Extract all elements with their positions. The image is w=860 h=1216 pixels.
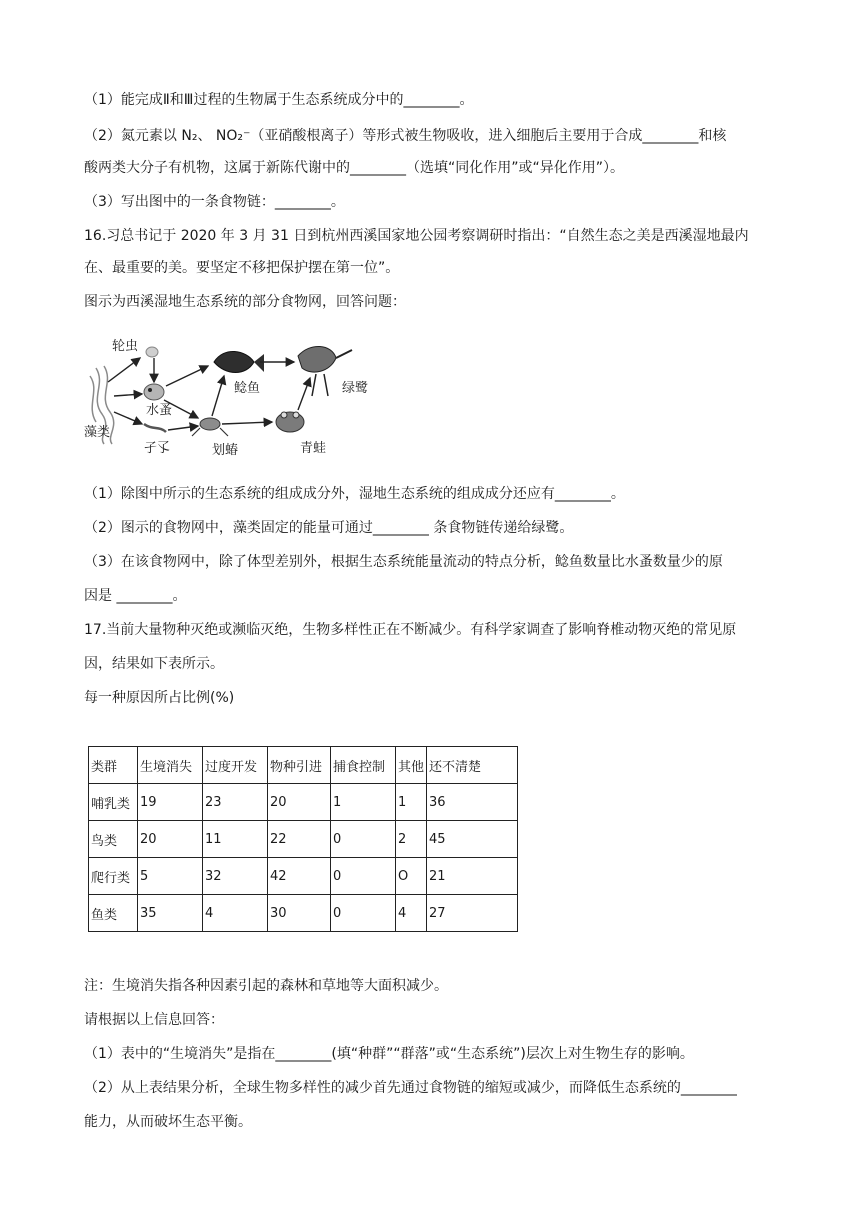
table-cell: 5 [138, 858, 203, 895]
table-cell: 20 [268, 784, 331, 821]
table-row [89, 784, 518, 821]
q16-intro-line2: 在、最重要的美。要坚定不移把保护摆在第一位”。 [84, 260, 400, 276]
label-frog: 青蛙 [300, 441, 327, 456]
daphnia-image [144, 384, 164, 400]
table-row [89, 895, 518, 932]
table-cell: 1 [396, 784, 427, 821]
label-water-boatman: 划蝽 [212, 443, 239, 458]
table-cell: 36 [427, 784, 518, 821]
q17-part1: （1）表中的“生境消失”是指在________(填“种群”“群落”或“生态系统”)层次上对生物生存的影响。 [84, 1046, 694, 1062]
q17-part2-line2: 能力，从而破坏生态平衡。 [84, 1114, 252, 1130]
table-cell: 鱼类 [89, 895, 138, 932]
label-mosquito-larva: 孑孓 [144, 441, 171, 456]
food-web-diagram [84, 336, 376, 462]
arrow-boatman-frog [222, 422, 272, 424]
table-row [89, 858, 518, 895]
q16-intro-line1: 16.习总书记于 2020 年 3 月 31 日到杭州西溪国家地公园考察调研时指出：“自然生态之美是西溪湿地最内 [84, 228, 749, 244]
table-cell: 30 [268, 895, 331, 932]
arrow-algae-rotifer [108, 358, 140, 382]
q16-part3-line1: （3）在该食物网中，除了体型差别外，根据生态系统能量流动的特点分析，鲶鱼数量比水蚤数量少的原 [84, 554, 723, 570]
q17-note: 注：生境消失指各种因素引起的森林和草地等大面积减少。 [84, 978, 448, 994]
table-cell: 21 [427, 858, 518, 895]
arrow-daphnia-fish [166, 366, 208, 386]
q17-intro-line2: 因，结果如下表所示。 [84, 656, 224, 672]
label-daphnia: 水蚤 [146, 403, 173, 418]
q15-part2-line1: （2）氮元素以 N₂、 NO₂⁻（亚硝酸根离子）等形式被生物吸收，进入细胞后主要用于合成________和核 [84, 128, 727, 144]
table-cell: O [396, 858, 427, 895]
table-cell: 11 [203, 821, 268, 858]
table-cell: 22 [268, 821, 331, 858]
table-cell: 1 [331, 784, 396, 821]
table-cell: 爬行类 [89, 858, 138, 895]
q16-part2: （2）图示的食物网中，藻类固定的能量可通过________ 条食物链传递给绿鹭。 [84, 520, 574, 536]
table-header-cell: 还不清楚 [427, 747, 518, 784]
table-cell: 0 [331, 858, 396, 895]
table-cell: 42 [268, 858, 331, 895]
mandarin-fish-image [214, 351, 264, 372]
table-header-cell: 捕食控制 [331, 747, 396, 784]
arrow-algae-larva [114, 412, 142, 424]
q15-part2-line2: 酸两类大分子有机物，这属于新陈代谢中的________（选填“同化作用”或“异化作用”）。 [84, 160, 625, 176]
label-mandarin-fish: 鲶鱼 [234, 381, 261, 396]
table-cell: 0 [331, 895, 396, 932]
table-cell: 45 [427, 821, 518, 858]
mosquito-larva-image [144, 424, 166, 432]
table-cell: 4 [203, 895, 268, 932]
table-cell: 20 [138, 821, 203, 858]
q16-figure-prompt: 图示为西溪湿地生态系统的部分食物网，回答问题： [84, 294, 406, 310]
table-header-row [89, 747, 518, 784]
table-cell: 4 [396, 895, 427, 932]
table-cell: 35 [138, 895, 203, 932]
rotifer-image [146, 347, 158, 357]
table-header-cell: 物种引进 [268, 747, 331, 784]
table-cell: 0 [331, 821, 396, 858]
q17-part2-line1: （2）从上表结果分析，全球生物多样性的减少首先通过食物链的缩短或减少，而降低生态系统的________ [84, 1080, 737, 1096]
q16-part3-line2: 因是 ________。 [84, 588, 187, 604]
table-row [89, 821, 518, 858]
arrow-larva-boatman [168, 426, 198, 430]
label-algae: 藻类 [84, 425, 111, 440]
extinction-causes-table [88, 746, 518, 932]
table-cell: 鸟类 [89, 821, 138, 858]
arrow-frog-heron [298, 378, 310, 410]
food-web-figure [84, 336, 376, 462]
table-cell: 19 [138, 784, 203, 821]
q16-part1: （1）除图中所示的生态系统的组成成分外，湿地生态系统的组成成分还应有________。 [84, 486, 625, 502]
frog-image [276, 412, 304, 432]
q17-prompt: 请根据以上信息回答： [84, 1012, 224, 1028]
table-cell: 32 [203, 858, 268, 895]
label-heron: 绿鹭 [342, 381, 369, 396]
label-rotifer: 轮虫 [112, 339, 139, 354]
table-header-cell: 过度开发 [203, 747, 268, 784]
table-header-cell: 其他 [396, 747, 427, 784]
q17-intro-line1: 17.当前大量物种灭绝或濒临灭绝，生物多样性正在不断减少。有科学家调查了影响脊椎动物灭绝的常见原 [84, 622, 737, 638]
table-header-cell: 生境消失 [138, 747, 203, 784]
arrow-algae-daphnia [114, 394, 142, 396]
table-cell: 27 [427, 895, 518, 932]
table-cell: 2 [396, 821, 427, 858]
table-header-cell: 类群 [89, 747, 138, 784]
table-cell: 哺乳类 [89, 784, 138, 821]
arrow-boatman-fish [212, 376, 224, 416]
water-boatman-image [192, 418, 228, 436]
table-cell: 23 [203, 784, 268, 821]
q17-table-caption: 每一种原因所占比例(%) [84, 690, 235, 706]
q15-part1: （1）能完成Ⅱ和Ⅲ过程的生物属于生态系统成分中的________。 [84, 92, 474, 108]
q15-part3: （3）写出图中的一条食物链：________。 [84, 194, 345, 210]
